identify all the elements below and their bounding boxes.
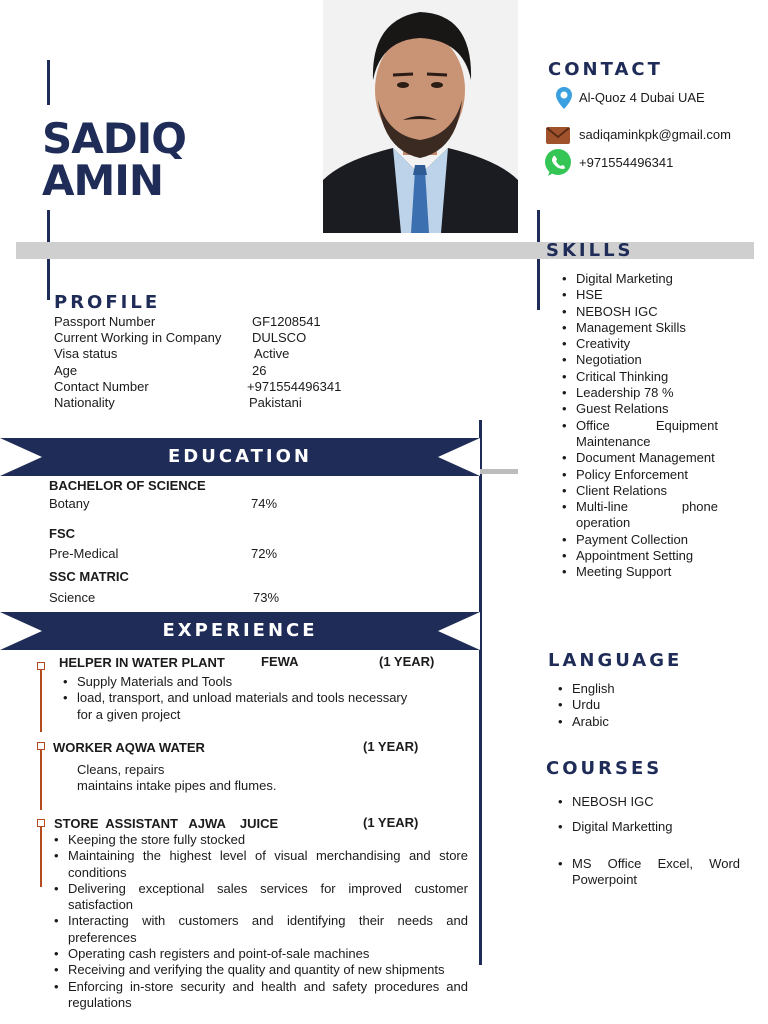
skill-item: • Multi-line phone operation <box>562 499 718 532</box>
left-accent-line-top <box>47 60 50 105</box>
language-item: • Urdu <box>558 697 728 713</box>
job-duration: (1 YEAR) <box>379 654 435 669</box>
person-name <box>42 114 186 205</box>
education-heading: EDUCATION <box>168 446 312 467</box>
skill-item: • Critical Thinking <box>562 369 718 385</box>
skill-item: • Leadership 78 % <box>562 385 718 401</box>
envelope-icon <box>546 127 570 149</box>
job-line: Cleans, repairs <box>77 762 165 777</box>
job-bullet: • Enforcing in-store security and health and safety procedures and regulations <box>54 979 468 1012</box>
education-banner <box>0 438 480 476</box>
skills-list <box>562 271 718 581</box>
language-item: • English <box>558 681 728 697</box>
course-item: • NEBOSH IGC <box>558 794 740 810</box>
education-score: 73% <box>253 590 280 605</box>
timeline-marker <box>37 742 45 750</box>
timeline-marker <box>37 819 45 827</box>
profile-heading: PROFILE <box>54 292 161 313</box>
skill-item: • Office Equipment Maintenance <box>562 418 718 451</box>
job-title: HELPER IN WATER PLANT <box>59 655 225 670</box>
courses-heading: COURSES <box>546 758 663 779</box>
experience-banner <box>0 612 480 650</box>
job-bullet: • Supply Materials and Tools <box>63 674 413 690</box>
education-degree: BACHELOR OF SCIENCE <box>49 478 206 493</box>
last-name: AMIN <box>42 156 164 205</box>
experience-job <box>53 739 433 757</box>
job-bullet: • Maintaining the highest level of visual merchandising and store conditions <box>54 848 468 881</box>
profile-photo <box>323 0 518 233</box>
skill-item: • Creativity <box>562 336 718 352</box>
education-score: 74% <box>251 496 278 511</box>
education-entry <box>49 569 309 608</box>
skill-item: • NEBOSH IGC <box>562 304 718 320</box>
skill-item: • Document Management <box>562 450 718 466</box>
education-subject: Science <box>49 590 96 605</box>
skills-heading: SKILLS <box>546 240 634 261</box>
timeline-line <box>40 827 42 887</box>
section-band <box>16 242 754 259</box>
job-title: STORE ASSISTANT AJWA JUICE <box>54 816 279 831</box>
education-subject: Pre-Medical <box>49 546 119 561</box>
skill-item: • Digital Marketing <box>562 271 718 287</box>
job-bullet: • Receiving and verifying the quality and quantity of new shipments <box>54 962 468 978</box>
job-bullet: • Keeping the store fully stocked <box>54 832 468 848</box>
language-item: • Arabic <box>558 714 728 730</box>
skill-item: • Management Skills <box>562 320 718 336</box>
job-company: FEWA <box>261 654 299 669</box>
education-score: 72% <box>251 546 278 561</box>
contact-email[interactable]: sadiqaminkpk@gmail.com <box>579 127 731 142</box>
whatsapp-icon <box>543 148 573 183</box>
course-item: • Digital Marketting <box>558 819 740 835</box>
skill-item: • Payment Collection <box>562 532 718 548</box>
right-column-divider <box>537 210 540 310</box>
skill-item: • Guest Relations <box>562 401 718 417</box>
contact-phone[interactable]: +971554496341 <box>579 155 674 170</box>
timeline-line <box>40 750 42 810</box>
skill-item: • Appointment Setting <box>562 548 718 564</box>
language-heading: LANGUAGE <box>548 650 683 671</box>
course-item: • MS Office Excel, Word Powerpoint <box>558 856 740 889</box>
job-description <box>77 762 377 795</box>
timeline-marker <box>37 662 45 670</box>
education-degree: FSC <box>49 526 75 541</box>
map-pin-icon <box>555 86 573 115</box>
timeline-line <box>40 670 42 732</box>
skill-item: • Client Relations <box>562 483 718 499</box>
skill-item: • Negotiation <box>562 352 718 368</box>
language-list <box>558 681 728 730</box>
contact-address: Al-Quoz 4 Dubai UAE <box>579 90 705 105</box>
portrait-illustration <box>323 0 518 233</box>
center-divider <box>479 420 482 965</box>
skill-item: • Meeting Support <box>562 564 718 580</box>
job-bullets <box>54 832 468 1011</box>
job-bullet: • Operating cash registers and point-of-sale machines <box>54 946 468 962</box>
job-duration: (1 YEAR) <box>363 739 419 754</box>
education-subject: Botany <box>49 496 90 511</box>
experience-job <box>59 654 439 672</box>
job-title: WORKER AQWA WATER <box>53 740 205 755</box>
experience-job <box>54 815 434 833</box>
education-entry <box>49 478 309 514</box>
first-name: SADIQ <box>42 114 186 163</box>
job-line: maintains intake pipes and flumes. <box>77 778 277 794</box>
job-duration: (1 YEAR) <box>363 815 419 830</box>
contact-heading: CONTACT <box>548 59 663 80</box>
job-bullet: • load, transport, and unload materials and tools necessary for a given project <box>63 690 413 723</box>
job-bullets <box>63 674 413 723</box>
skill-item: • Policy Enforcement <box>562 467 718 483</box>
job-bullet: • Interacting with customers and identifying their needs and preferences <box>54 913 468 946</box>
job-bullet: • Delivering exceptional sales services for improved customer satisfaction <box>54 881 468 914</box>
education-entry <box>49 526 309 564</box>
experience-heading: EXPERIENCE <box>162 620 318 641</box>
education-degree: SSC MATRIC <box>49 569 129 584</box>
skill-item: • HSE <box>562 287 718 303</box>
courses-list <box>558 794 740 888</box>
